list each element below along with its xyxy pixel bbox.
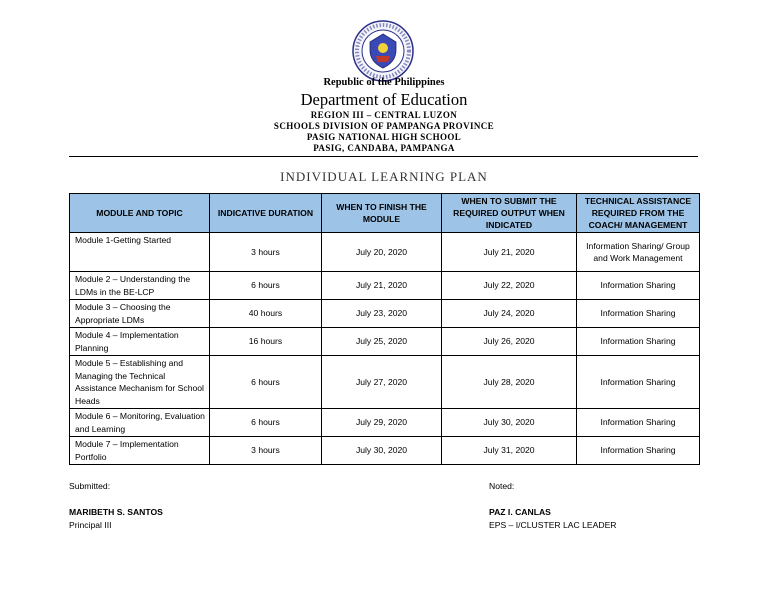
assistance-cell: Information Sharing/ Group and Work Management xyxy=(577,233,700,272)
submitter-position: Principal III xyxy=(69,520,112,530)
col-header-submit: WHEN TO SUBMIT THE REQUIRED OUTPUT WHEN INDICATED xyxy=(442,194,577,233)
duration-cell: 6 hours xyxy=(210,272,322,300)
table-row xyxy=(70,272,700,300)
learning-plan-table xyxy=(69,193,700,465)
module-cell: Module 6 – Monitoring, Evaluation and Learning xyxy=(70,409,210,437)
table-row xyxy=(70,437,700,465)
assistance-cell: Information Sharing xyxy=(577,300,700,328)
finish-date-cell: July 27, 2020 xyxy=(322,356,442,409)
module-cell: Module 1-Getting Started xyxy=(70,233,210,272)
republic-line: Republic of the Philippines xyxy=(323,77,445,88)
duration-cell: 16 hours xyxy=(210,328,322,356)
table-row xyxy=(70,233,700,272)
noter-position: EPS – I/CLUSTER LAC LEADER xyxy=(489,520,617,530)
finish-date-cell: July 30, 2020 xyxy=(322,437,442,465)
noter-name: PAZ I. CANLAS xyxy=(489,507,551,517)
school-address: PASIG, CANDABA, PAMPANGA xyxy=(313,143,455,153)
division-line: SCHOOLS DIVISION OF PAMPANGA PROVINCE xyxy=(273,121,495,131)
document-title: INDIVIDUAL LEARNING PLAN xyxy=(280,169,488,184)
module-cell: Module 5 – Establishing and Managing the Technical Assistance Mechanism for School Heads xyxy=(70,356,210,409)
header-divider xyxy=(69,156,698,157)
table-header-row xyxy=(70,194,700,233)
noted-label: Noted: xyxy=(489,481,515,491)
region-line: REGION III – CENTRAL LUZON xyxy=(310,110,458,120)
col-header-duration: INDICATIVE DURATION xyxy=(210,194,322,233)
col-header-assistance: TECHNICAL ASSISTANCE REQUIRED FROM THE COACH/ MANAGEMENT xyxy=(577,194,700,233)
finish-date-cell: July 20, 2020 xyxy=(322,233,442,272)
submitter-name: MARIBETH S. SANTOS xyxy=(69,507,163,517)
submit-date-cell: July 30, 2020 xyxy=(442,409,577,437)
module-cell: Module 3 – Choosing the Appropriate LDMs xyxy=(70,300,210,328)
finish-date-cell: July 29, 2020 xyxy=(322,409,442,437)
submit-date-cell: July 22, 2020 xyxy=(442,272,577,300)
assistance-cell: Information Sharing xyxy=(577,272,700,300)
school-name: PASIG NATIONAL HIGH SCHOOL xyxy=(306,132,462,142)
table-row xyxy=(70,300,700,328)
submit-date-cell: July 26, 2020 xyxy=(442,328,577,356)
module-cell: Module 2 – Understanding the LDMs in the BE-LCP xyxy=(70,272,210,300)
col-header-module: MODULE AND TOPIC xyxy=(70,194,210,233)
duration-cell: 3 hours xyxy=(210,233,322,272)
submit-date-cell: July 24, 2020 xyxy=(442,300,577,328)
submitted-label: Submitted: xyxy=(69,481,111,491)
submit-date-cell: July 28, 2020 xyxy=(442,356,577,409)
duration-cell: 6 hours xyxy=(210,409,322,437)
department-title: Department of Education xyxy=(300,90,468,109)
duration-cell: 40 hours xyxy=(210,300,322,328)
table-row xyxy=(70,356,700,409)
module-cell: Module 4 – Implementation Planning xyxy=(70,328,210,356)
finish-date-cell: July 25, 2020 xyxy=(322,328,442,356)
assistance-cell: Information Sharing xyxy=(577,356,700,409)
module-cell: Module 7 – Implementation Portfolio xyxy=(70,437,210,465)
assistance-cell: Information Sharing xyxy=(577,437,700,465)
submit-date-cell: July 31, 2020 xyxy=(442,437,577,465)
finish-date-cell: July 23, 2020 xyxy=(322,300,442,328)
assistance-cell: Information Sharing xyxy=(577,328,700,356)
assistance-cell: Information Sharing xyxy=(577,409,700,437)
deped-seal-logo xyxy=(352,20,414,82)
duration-cell: 3 hours xyxy=(210,437,322,465)
col-header-finish: WHEN TO FINISH THE MODULE xyxy=(322,194,442,233)
submit-date-cell: July 21, 2020 xyxy=(442,233,577,272)
duration-cell: 6 hours xyxy=(210,356,322,409)
table-row xyxy=(70,409,700,437)
finish-date-cell: July 21, 2020 xyxy=(322,272,442,300)
table-row xyxy=(70,328,700,356)
